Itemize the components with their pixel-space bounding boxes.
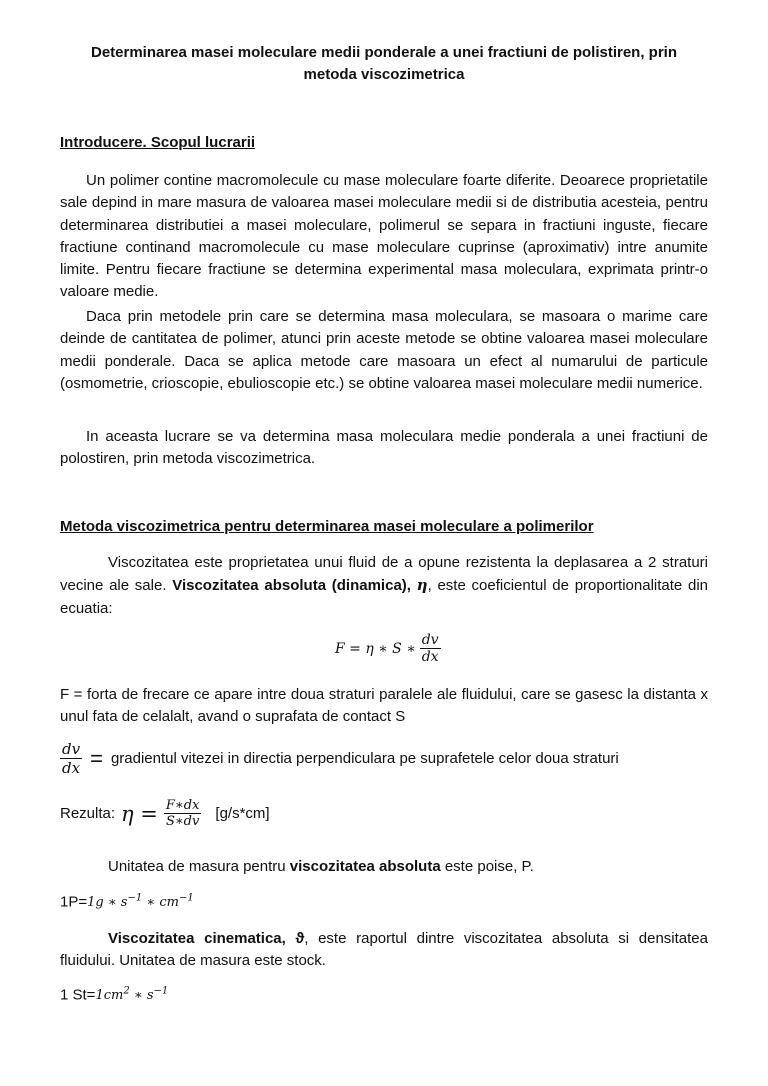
paragraph-text: In aceasta lucrare se va determina masa moleculara medie ponderala a unei fractiuni de polostiren, prin metoda viscozimetrica. <box>60 428 708 468</box>
paragraph-text: , este raportul dintre viscozitatea absoluta si densitatea fluidului. Unitatea de masura este stock. <box>60 930 708 970</box>
velocity-gradient-line <box>60 740 619 777</box>
stock-expr-part: 1cm <box>95 988 124 1004</box>
result-unit: [g/s*cm] <box>215 805 270 822</box>
fraction-denominator: S∗dv <box>165 814 200 829</box>
paragraph-force-definition: F = forta de frecare ce apare intre doua straturi paralele ale fluidului, care se gasesc la distanta x unul fata de celalalt, avand o suprafata de contact S <box>60 686 708 726</box>
fraction-denominator: dx <box>421 649 439 665</box>
fraction-dv-dx <box>420 632 441 665</box>
section-heading-introduction: Introducere. Scopul lucrarii <box>60 134 256 151</box>
bold-term-absolute-viscosity: Viscozitatea absoluta (dinamica), <box>172 577 417 595</box>
section-heading-method: Metoda viscozimetrica pentru determinarea masei moleculare a polimerilor <box>60 518 594 535</box>
poise-definition <box>60 893 194 910</box>
poise-expr-part: ∗ cm <box>142 895 179 911</box>
poise-exponent: −1 <box>127 893 143 904</box>
poise-expression <box>87 895 194 910</box>
equals-sign: = <box>90 745 103 771</box>
paragraph-text: Unitatea de masura pentru <box>108 858 290 875</box>
poise-exponent: −1 <box>178 893 194 904</box>
paragraph-kinematic-viscosity <box>60 928 708 973</box>
paragraph-unit-absolute <box>60 856 708 878</box>
equation-friction-force <box>335 632 441 665</box>
stock-label: 1 St= <box>60 986 96 1004</box>
stock-exponent: −1 <box>153 986 169 997</box>
fraction-numerator: F∗dx <box>165 798 200 813</box>
result-line <box>60 798 270 829</box>
gradient-description: gradientul vitezei in directia perpendiculara pe suprafetele celor doua straturi <box>110 750 619 767</box>
equation-lhs: F = η ∗ S ∗ <box>335 640 416 657</box>
result-eta: η = <box>121 801 158 826</box>
fraction-numerator: dv <box>421 632 439 648</box>
poise-expr-part: 1g ∗ s <box>87 895 128 911</box>
paragraph-text: , este coeficientul de proportionalitate din ecuatia: <box>60 577 708 617</box>
stock-exponent: 2 <box>123 986 130 997</box>
fraction-result <box>164 798 202 829</box>
paragraph-text: Daca prin metodele prin care se determina masa moleculara, se masoara o marime care deinde de cantitatea de polimer, atunci prin aceste metode se obtine valoarea masei moleculare medii ponderale. Daca se aplica metode care masoara un efect al numarului de particule (osmometrie, crioscopie, ebulioscopie etc.) se obtine valoarea masei moleculare medii numerice. <box>60 308 708 392</box>
paragraph-viscosity-definition <box>60 552 708 620</box>
paragraph-text: Un polimer contine macromolecule cu mase moleculare foarte diferite. Deoarece proprietatile sale depind in mare masura de valoarea masei moleculare medii si de distributia acesteia, pentru determinarea distributiei a masei moleculare, polimerul se separa in fractiuni inguste, fiecare fractiune continand macromolecule cu mase moleculare cuprinse (aproximativ) intre anumite limite. Pentru fiecare fractiune se determina experimental masa moleculara, exprimata printr-o valoare medie. <box>60 172 708 301</box>
fraction-denominator: dx <box>62 759 81 777</box>
paragraph-text: este poise, P. <box>440 858 534 875</box>
eta-symbol: η <box>416 576 428 595</box>
stock-expr-part: ∗ s <box>129 988 154 1004</box>
paragraph-intro-1 <box>60 170 708 304</box>
bold-term-kinematic-viscosity: Viscozitatea cinematica, ϑ <box>108 930 305 947</box>
poise-label: 1P= <box>60 893 88 911</box>
title-line-1: Determinarea masei moleculare medii ponderale a unei fractiuni de polistiren, prin <box>90 44 677 61</box>
paragraph-intro-2 <box>60 306 708 395</box>
paragraph-text: Viscozitatea este proprietatea unui fluid de a opune rezistenta la deplasarea a 2 straturi vecine ale sale. <box>60 554 708 595</box>
fraction-numerator: dv <box>62 740 81 758</box>
paragraph-intro-3 <box>60 426 708 471</box>
document-title <box>60 42 708 86</box>
stock-definition <box>60 986 168 1003</box>
bold-term-absolute-viscosity: viscozitatea absoluta <box>289 858 441 875</box>
stock-expression <box>95 988 168 1003</box>
title-line-2: metoda viscozimetrica <box>303 66 465 83</box>
fraction-gradient <box>60 740 82 777</box>
result-label: Rezulta: <box>60 805 116 822</box>
